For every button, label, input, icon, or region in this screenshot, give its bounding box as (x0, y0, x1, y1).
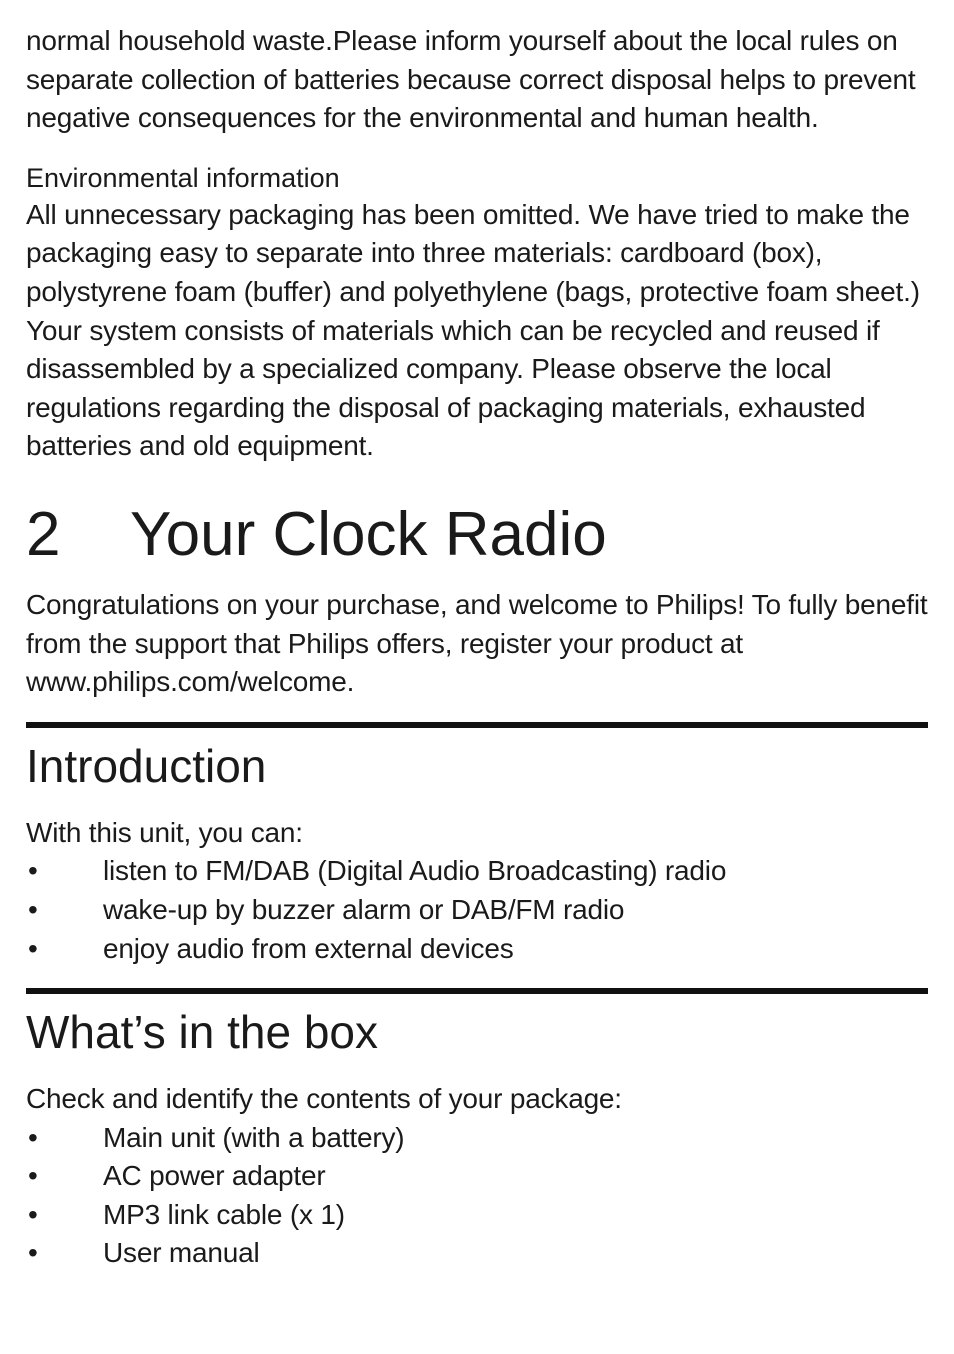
list-item (26, 1234, 928, 1273)
list-item (26, 930, 928, 969)
list-item-text: MP3 link cable (x 1) (103, 1198, 345, 1230)
environmental-paragraph-recycling: Your system consists of materials which can be recycled and reused if disassembled by a specialized company. Please observe the local regulations regarding the disposal of packaging materials, exhausted batteries and old equipment. (26, 314, 880, 462)
introduction-lead: With this unit, you can: (26, 816, 303, 848)
bullet-icon: • (28, 1160, 38, 1192)
list-item-text: enjoy audio from external devices (103, 932, 514, 964)
box-lead: Check and identify the contents of your package: (26, 1083, 622, 1115)
list-item (26, 1119, 928, 1158)
list-item-text: listen to FM/DAB (Digital Audio Broadcasting) radio (103, 855, 727, 887)
introduction-list (26, 852, 928, 968)
section-divider (26, 988, 928, 994)
list-item (26, 1196, 928, 1235)
introduction-title: Introduction (26, 739, 267, 792)
box-title: What’s in the box (26, 1006, 379, 1059)
list-item-text: wake-up by buzzer alarm or DAB/FM radio (103, 893, 625, 925)
bullet-icon: • (28, 1198, 38, 1230)
list-item (26, 891, 928, 930)
list-item (26, 852, 928, 891)
manual-page (26, 22, 928, 1273)
chapter-heading (26, 500, 928, 570)
bullet-icon: • (28, 893, 38, 925)
list-item (26, 1157, 928, 1196)
environmental-paragraph-packaging: All unnecessary packaging has been omitted. We have tried to make the packaging easy to separate into three materials: cardboard (box), polystyrene foam (buffer) and polyethylene (bags, protective foam sheet.) (26, 198, 920, 307)
bullet-icon: • (28, 932, 38, 964)
list-item-text: AC power adapter (103, 1160, 326, 1192)
bullet-icon: • (28, 1121, 38, 1153)
bullet-icon: • (28, 855, 38, 887)
chapter-number: 2 (26, 499, 61, 569)
chapter-title: Your Clock Radio (130, 499, 607, 569)
chapter-intro: Congratulations on your purchase, and welcome to Philips! To fully benefit from the support that Philips offers, register your product at www.philips.com/welcome. (26, 588, 928, 698)
environmental-heading: Environmental information (26, 162, 340, 193)
list-item-text: User manual (103, 1237, 260, 1269)
section-divider (26, 722, 928, 728)
bullet-icon: • (28, 1237, 38, 1269)
list-item-text: Main unit (with a battery) (103, 1121, 405, 1153)
box-contents-list (26, 1119, 928, 1273)
disposal-paragraph: normal household waste.Please inform yourself about the local rules on separate collection of batteries because correct disposal helps to prevent negative consequences for the environmental and human health. (26, 25, 916, 134)
